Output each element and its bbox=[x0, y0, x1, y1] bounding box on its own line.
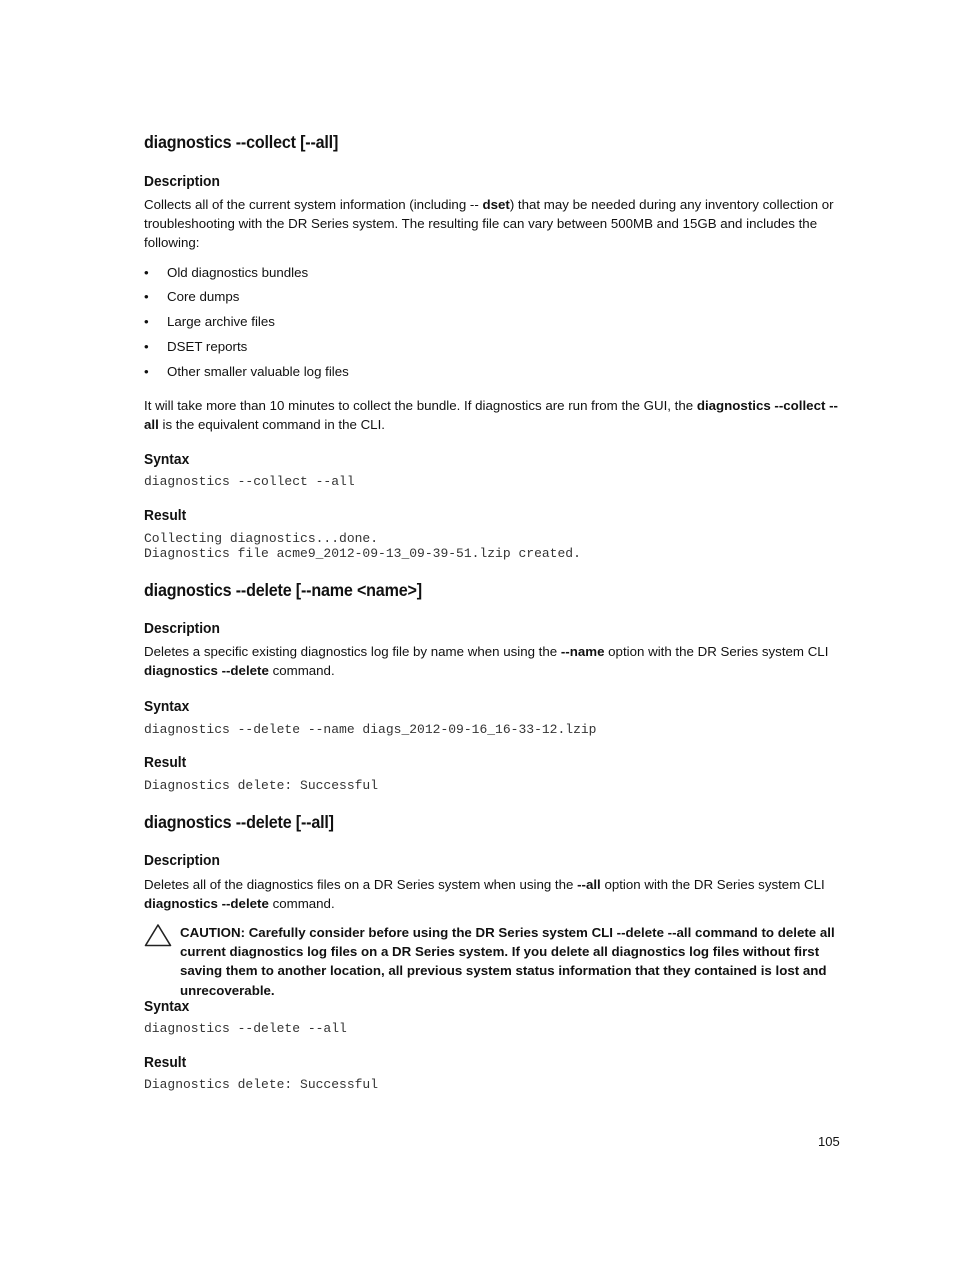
list-item-text: DSET reports bbox=[167, 339, 248, 354]
description-label: Description bbox=[144, 173, 220, 190]
result-label: Result bbox=[144, 1054, 187, 1071]
para-bold-command: diagnostics --collect --all bbox=[144, 398, 838, 433]
page-number: 105 bbox=[818, 1134, 840, 1149]
section-heading-delete-name: diagnostics --delete [--name <name>] bbox=[144, 580, 422, 600]
syntax-label: Syntax bbox=[144, 451, 190, 468]
bullet-icon: • bbox=[144, 364, 149, 379]
result-label: Result bbox=[144, 754, 187, 771]
syntax-code: diagnostics --delete --all bbox=[144, 1021, 347, 1036]
result-code: Diagnostics delete: Successful bbox=[144, 778, 379, 793]
desc-bold-term: --all bbox=[577, 877, 601, 892]
section-heading-delete-all: diagnostics --delete [--all] bbox=[144, 812, 334, 832]
desc-text: Deletes all of the diagnostics files on a DR Series system when using the bbox=[144, 877, 578, 892]
list-item-text: Old diagnostics bundles bbox=[167, 265, 309, 280]
list-item-text: Other smaller valuable log files bbox=[167, 364, 349, 379]
syntax-code: diagnostics --delete --name diags_2012-09-16_16-33-12.lzip bbox=[144, 722, 597, 737]
desc-bold-term: dset bbox=[482, 197, 510, 212]
description-paragraph bbox=[144, 195, 844, 253]
info-paragraph bbox=[144, 396, 844, 434]
desc-text: command. bbox=[268, 663, 335, 679]
bullet-icon: • bbox=[144, 265, 149, 280]
result-code-line: Collecting diagnostics...done. bbox=[144, 531, 379, 546]
description-paragraph bbox=[144, 642, 844, 680]
desc-bold-term: diagnostics --delete bbox=[144, 896, 269, 912]
section-heading-collect: diagnostics --collect [--all] bbox=[144, 132, 339, 152]
desc-text: Collects all of the current system information (including -- bbox=[144, 197, 483, 212]
description-label: Description bbox=[144, 620, 220, 637]
bullet-icon: • bbox=[144, 289, 149, 304]
result-label: Result bbox=[144, 507, 187, 524]
syntax-code: diagnostics --collect --all bbox=[144, 474, 355, 489]
bullet-icon: • bbox=[144, 339, 149, 354]
desc-bold-term: diagnostics --delete bbox=[144, 663, 269, 679]
description-label: Description bbox=[144, 852, 220, 869]
list-item-text: Large archive files bbox=[167, 314, 275, 329]
desc-text: option with the DR Series system CLI bbox=[604, 644, 829, 659]
desc-text: ) that may be needed during any inventory collection or troubleshooting with the DR Series system. The resulting file can vary between 500MB and 15GB and includes the following: bbox=[144, 197, 834, 251]
bullet-icon: • bbox=[144, 314, 149, 329]
para-text: is the equivalent command in the CLI. bbox=[158, 417, 385, 433]
result-code-line: Diagnostics file acme9_2012-09-13_09-39-51.lzip created. bbox=[144, 546, 581, 561]
desc-text: option with the DR Series system CLI bbox=[600, 877, 825, 892]
desc-text: command. bbox=[268, 896, 335, 912]
result-code: Diagnostics delete: Successful bbox=[144, 1077, 379, 1092]
description-paragraph bbox=[144, 875, 844, 913]
caution-text: CAUTION: Carefully consider before using the DR Series system CLI --delete --all command to delete all current diagnostics log files on a DR Series system. If you delete all diagnostics log files without first saving them to another location, all previous system status information that they contained is lost and unrecoverable. bbox=[180, 925, 835, 998]
desc-text: Deletes a specific existing diagnostics log file by name when using the bbox=[144, 644, 561, 659]
syntax-label: Syntax bbox=[144, 698, 190, 715]
warning-triangle-icon bbox=[144, 923, 172, 947]
para-text: It will take more than 10 minutes to collect the bundle. If diagnostics are run from the GUI, the bbox=[144, 398, 697, 413]
syntax-label: Syntax bbox=[144, 998, 190, 1015]
desc-bold-term: --name bbox=[560, 644, 605, 659]
list-item-text: Core dumps bbox=[167, 289, 240, 304]
